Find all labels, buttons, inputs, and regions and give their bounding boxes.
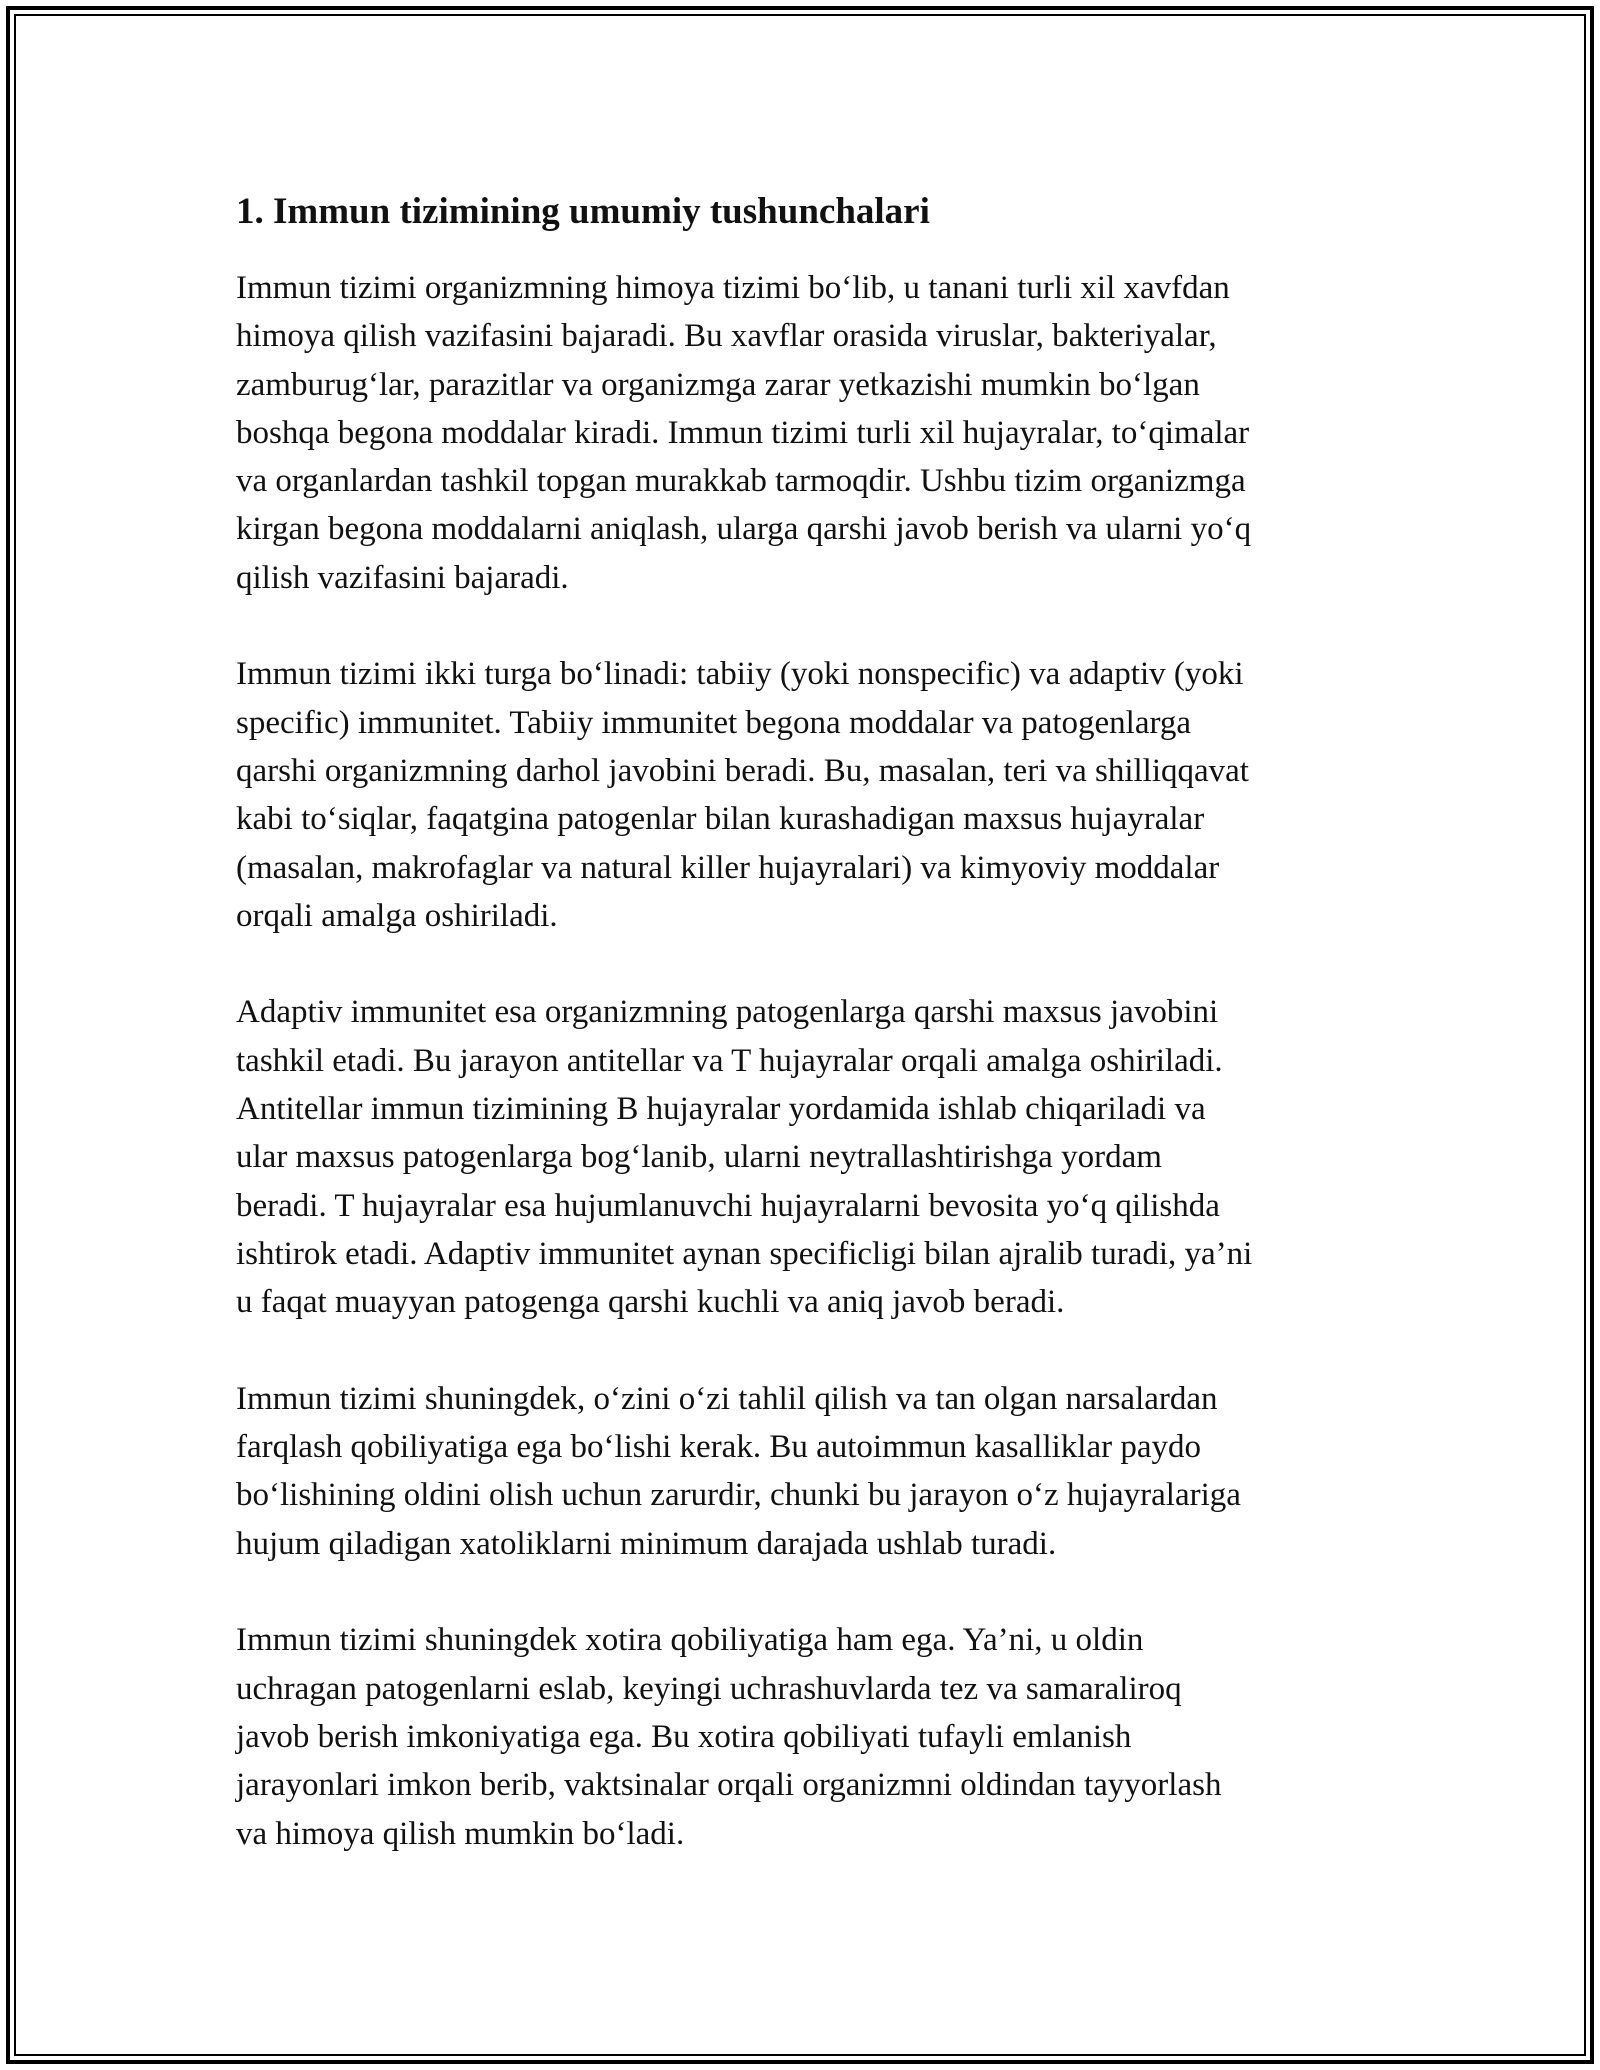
text-line: bo‘lishining oldini olish uchun zarurdir, chunki bu jarayon o‘z hujayralariga	[236, 1477, 1241, 1514]
text-line: farqlash qobiliyatiga ega bo‘lishi kerak. Bu autoimmun kasalliklar paydo	[236, 1429, 1202, 1466]
text-line: qarshi organizmning darhol javobini beradi. Bu, masalan, teri va shilliqqavat	[236, 752, 1249, 789]
text-line: himoya qilish vazifasini bajaradi. Bu xavflar orasida viruslar, bakteriyalar,	[236, 318, 1217, 355]
text-line: ular maxsus patogenlarga bog‘lanib, ularni neytrallashtirishga yordam	[236, 1139, 1162, 1176]
text-line: qilish vazifasini bajaradi.	[236, 559, 569, 596]
text-line: va organlardan tashkil topgan murakkab tarmoqdir. Ushbu tizim organizmga	[236, 463, 1246, 500]
text-line: beradi. T hujayralar esa hujumlanuvchi hujayralarni bevosita yo‘q qilishda	[236, 1187, 1220, 1224]
text-line: jarayonlari imkon berib, vaktsinalar orqali organizmni oldindan tayyorlash	[236, 1767, 1222, 1804]
text-line: boshqa begona moddalar kiradi. Immun tizimi turli xil hujayralar, to‘qimalar	[236, 414, 1250, 451]
text-line: va himoya qilish mumkin bo‘ladi.	[236, 1815, 685, 1852]
text-line: ishtirok etadi. Adaptiv immunitet aynan specificligi bilan ajralib turadi, ya’ni	[236, 1235, 1253, 1272]
section-heading: 1. Immun tizimining umumiy tushunchalari	[236, 191, 930, 232]
paragraph-immune-memory	[236, 1616, 1376, 1857]
text-line: kabi to‘siqlar, faqatgina patogenlar bilan kurashadigan maxsus hujayralar	[236, 801, 1205, 838]
text-line: kirgan begona moddalarni aniqlash, ularga qarshi javob berish va ularni yo‘q	[236, 511, 1252, 548]
text-line: hujum qiladigan xatoliklarni minimum darajada ushlab turadi.	[236, 1525, 1057, 1562]
paragraph-self-recognition	[236, 1375, 1376, 1568]
text-line: specific) immunitet. Tabiiy immunitet begona moddalar va patogenlarga	[236, 704, 1192, 741]
text-line: javob berish imkoniyatiga ega. Bu xotira qobiliyati tufayli emlanish	[236, 1718, 1132, 1755]
text-line: uchragan patogenlarni eslab, keyingi uchrashuvlarda tez va samaraliroq	[236, 1670, 1182, 1707]
text-line: zamburug‘lar, parazitlar va organizmga zarar yetkazishi mumkin bo‘lgan	[236, 366, 1200, 403]
text-line: Immun tizimi shuningdek, o‘zini o‘zi tahlil qilish va tan olgan narsalardan	[236, 1380, 1218, 1417]
text-line: u faqat muayyan patogenga qarshi kuchli va aniq javob beradi.	[236, 1284, 1065, 1321]
document-body	[236, 186, 1376, 1858]
text-line: Immun tizimi shuningdek xotira qobiliyatiga ham ega. Ya’ni, u oldin	[236, 1622, 1144, 1659]
paragraph-immunity-types	[236, 650, 1376, 940]
text-line: Immun tizimi ikki turga bo‘linadi: tabiiy (yoki nonspecific) va adaptiv (yoki	[236, 656, 1244, 693]
text-line: orqali amalga oshiriladi.	[236, 897, 558, 934]
paragraph-adaptive-immunity	[236, 988, 1376, 1326]
text-line: tashkil etadi. Bu jarayon antitellar va T hujayralar orqali amalga oshiriladi.	[236, 1042, 1223, 1079]
text-line: Antitellar immun tizimining B hujayralar yordamida ishlab chiqariladi va	[236, 1091, 1206, 1128]
text-line: Immun tizimi organizmning himoya tizimi bo‘lib, u tanani turli xil xavfdan	[236, 270, 1230, 306]
text-line: (masalan, makrofaglar va natural killer hujayralari) va kimyoviy moddalar	[236, 849, 1220, 886]
text-line: Adaptiv immunitet esa organizmning patogenlarga qarshi maxsus javobini	[236, 994, 1219, 1031]
paragraph-immune-overview	[236, 264, 1376, 602]
